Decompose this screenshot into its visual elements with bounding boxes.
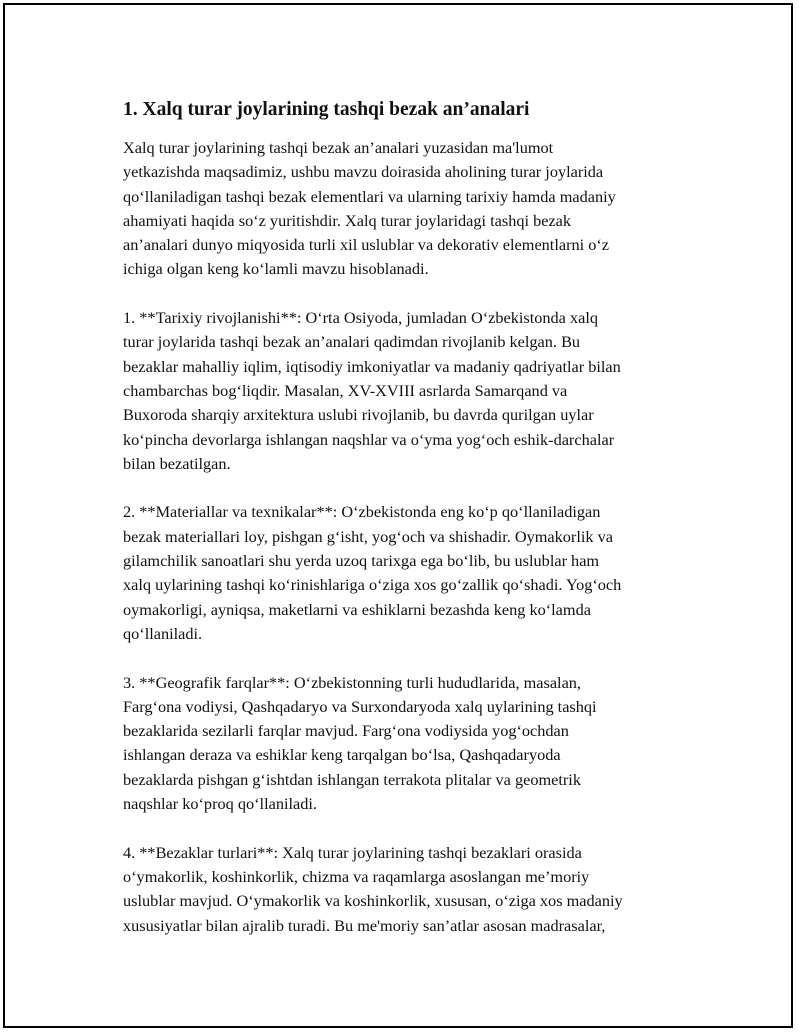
text-line: 3. **Geografik farqlar**: O‘zbekistonning turli hududlarida, masalan, — [123, 672, 582, 692]
text-line: bilan bezatilgan. — [123, 453, 231, 473]
text-line: 1. **Tarixiy rivojlanishi**: O‘rta Osiyoda, jumladan O‘zbekistonda xalq — [123, 308, 598, 328]
paragraph-historical-development — [123, 306, 693, 476]
paragraph-materials-techniques — [123, 500, 693, 646]
text-line: qo‘llaniladi. — [123, 623, 203, 643]
text-line: qo‘llaniladigan tashqi bezak elementlari va ularning tarixiy hamda madaniy — [123, 186, 616, 206]
paragraph-gap — [123, 476, 693, 500]
text-line: bezaklar mahalliy iqlim, iqtisodiy imkoniyatlar va madaniy qadriyatlar bilan — [123, 356, 621, 376]
document-body — [123, 97, 693, 938]
text-line: 2. **Materiallar va texnikalar**: O‘zbekistonda eng ko‘p qo‘llaniladigan — [123, 502, 601, 522]
paragraph-gap — [123, 646, 693, 670]
paragraph-decoration-types — [123, 841, 693, 938]
text-line: turar joylarida tashqi bezak an’analari qadimdan rivojlanib kelgan. Bu — [123, 332, 581, 352]
text-line: an’analari dunyo miqyosida turli xil uslublar va dekorativ elementlarni o‘z — [123, 235, 610, 255]
paragraph-gap — [123, 816, 693, 840]
text-line: xususiyatlar bilan ajralib turadi. Bu me'moriy san’atlar asosan madrasalar, — [123, 915, 606, 935]
text-line: yetkazishda maqsadimiz, ushbu mavzu doirasida aholining turar joylarida — [123, 162, 604, 182]
text-line: ichiga olgan keng ko‘lamli mavzu hisoblanadi. — [123, 259, 429, 279]
text-line: ahamiyati haqida so‘z yuritishdir. Xalq turar joylaridagi tashqi bezak — [123, 210, 572, 230]
text-line: ko‘pincha devorlarga ishlangan naqshlar va o‘yma yog‘och eshik-darchalar — [123, 429, 615, 449]
paragraph-geographic-differences — [123, 671, 693, 817]
text-line: Xalq turar joylarining tashqi bezak an’analari yuzasidan ma'lumot — [123, 138, 554, 157]
paragraph-intro — [123, 136, 693, 282]
text-line: bezak materiallari loy, pishgan g‘isht, yog‘och va shishadir. Oymakorlik va — [123, 526, 613, 546]
text-line: gilamchilik sanoatlari shu yerda uzoq tarixga ega bo‘lib, bu uslublar ham — [123, 551, 600, 571]
text-line: oymakorligi, ayniqsa, maketlarni va eshiklarni bezashda keng ko‘lamda — [123, 599, 591, 619]
text-line: ishlangan deraza va eshiklar keng tarqalgan bo‘lsa, Qashqadaryoda — [123, 745, 561, 765]
text-line: bezaklarida sezilarli farqlar mavjud. Farg‘ona vodiysida yog‘ochdan — [123, 721, 569, 741]
text-line: bezaklarda pishgan g‘ishtdan ishlangan terrakota plitalar va geometrik — [123, 769, 581, 789]
text-line: xalq uylarining tashqi ko‘rinishlariga o‘ziga xos go‘zallik qo‘shadi. Yog‘och — [123, 575, 622, 595]
text-line: chambarchas bog‘liqdir. Masalan, XV-XVIII asrlarda Samarqand va — [123, 380, 568, 400]
text-line: 4. **Bezaklar turlari**: Xalq turar joylarining tashqi bezaklari orasida — [123, 842, 582, 862]
text-line: uslublar mavjud. O‘ymakorlik va koshinkorlik, xususan, o‘ziga xos madaniy — [123, 891, 623, 911]
paragraph-gap — [123, 282, 693, 306]
text-line: o‘ymakorlik, koshinkorlik, chizma va raqamlarga asoslangan me’moriy — [123, 866, 590, 886]
page-frame — [3, 3, 793, 1028]
text-line: Buxoroda sharqiy arxitektura uslubi rivojlanib, bu davrda qurilgan uylar — [123, 405, 594, 425]
document-title: 1. Xalq turar joylarining tashqi bezak an’analari — [123, 99, 530, 120]
text-line: naqshlar ko‘proq qo‘llaniladi. — [123, 794, 317, 814]
text-line: Farg‘ona vodiysi, Qashqadaryo va Surxondaryoda xalq uylarining tashqi — [123, 696, 597, 716]
